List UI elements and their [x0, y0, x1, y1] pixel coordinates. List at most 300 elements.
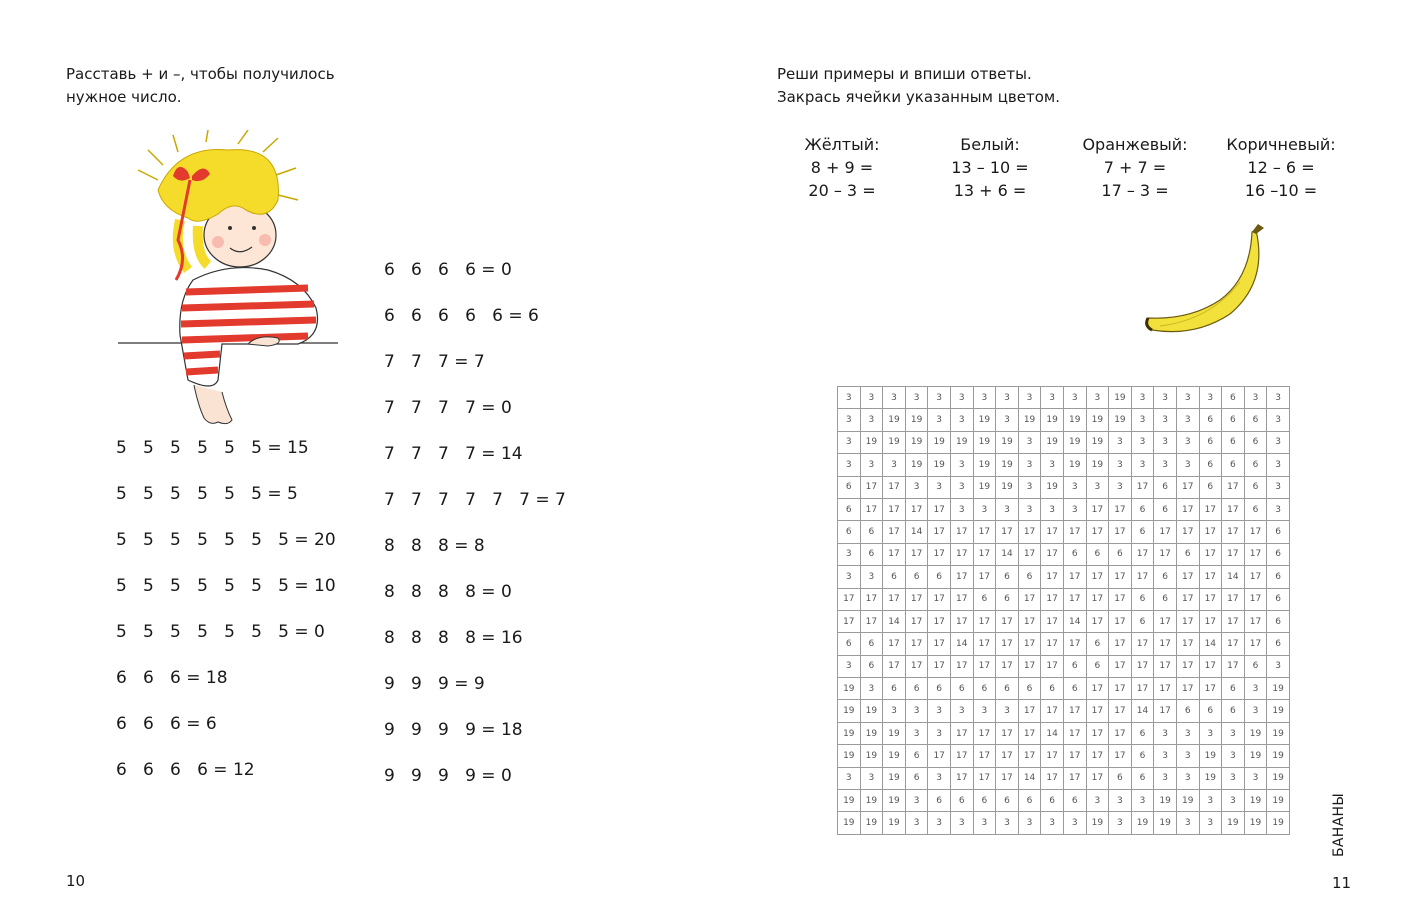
grid-cell[interactable]: 17 — [1199, 566, 1222, 588]
grid-cell[interactable]: 17 — [1199, 543, 1222, 565]
grid-cell[interactable]: 17 — [928, 498, 951, 520]
grid-cell[interactable]: 6 — [1267, 566, 1290, 588]
grid-cell[interactable]: 17 — [1109, 498, 1132, 520]
equation-row[interactable]: 8 8 8 = 8 — [384, 536, 485, 556]
grid-cell[interactable]: 17 — [950, 543, 973, 565]
grid-cell[interactable]: 3 — [905, 812, 928, 834]
grid-cell[interactable]: 6 — [1154, 498, 1177, 520]
grid-cell[interactable]: 3 — [1244, 767, 1267, 789]
grid-cell[interactable]: 3 — [973, 812, 996, 834]
grid-cell[interactable]: 17 — [1131, 476, 1154, 498]
task-line[interactable]: 16 –10 = — [1244, 181, 1318, 200]
grid-cell[interactable]: 17 — [905, 588, 928, 610]
grid-cell[interactable]: 17 — [950, 566, 973, 588]
grid-cell[interactable]: 17 — [1018, 588, 1041, 610]
grid-cell[interactable]: 17 — [905, 498, 928, 520]
grid-cell[interactable]: 3 — [1063, 387, 1086, 409]
grid-cell[interactable]: 19 — [883, 409, 906, 431]
grid-cell[interactable]: 3 — [860, 409, 883, 431]
grid-cell[interactable]: 6 — [1222, 387, 1245, 409]
grid-cell[interactable]: 17 — [1086, 745, 1109, 767]
grid-cell[interactable]: 19 — [883, 812, 906, 834]
grid-cell[interactable]: 3 — [1109, 812, 1132, 834]
grid-cell[interactable]: 19 — [1041, 431, 1064, 453]
grid-cell[interactable]: 17 — [1041, 521, 1064, 543]
grid-cell[interactable]: 6 — [1109, 767, 1132, 789]
equation-row[interactable]: 7 7 7 = 7 — [384, 352, 485, 372]
grid-cell[interactable]: 3 — [950, 812, 973, 834]
grid-cell[interactable]: 17 — [1109, 588, 1132, 610]
grid-cell[interactable]: 3 — [1267, 476, 1290, 498]
grid-cell[interactable]: 17 — [1222, 588, 1245, 610]
grid-cell[interactable]: 19 — [1063, 454, 1086, 476]
grid-cell[interactable]: 3 — [950, 409, 973, 431]
grid-cell[interactable]: 6 — [860, 633, 883, 655]
grid-cell[interactable]: 19 — [1086, 431, 1109, 453]
grid-cell[interactable]: 17 — [1244, 633, 1267, 655]
grid-cell[interactable]: 17 — [950, 521, 973, 543]
grid-cell[interactable]: 17 — [1018, 543, 1041, 565]
grid-cell[interactable]: 17 — [928, 521, 951, 543]
grid-cell[interactable]: 17 — [973, 767, 996, 789]
grid-cell[interactable]: 3 — [1018, 476, 1041, 498]
grid-cell[interactable]: 17 — [1018, 722, 1041, 744]
grid-cell[interactable]: 17 — [883, 476, 906, 498]
grid-cell[interactable]: 19 — [1063, 409, 1086, 431]
grid-cell[interactable]: 6 — [1154, 566, 1177, 588]
grid-cell[interactable]: 6 — [860, 655, 883, 677]
grid-cell[interactable]: 6 — [1086, 633, 1109, 655]
equation-row[interactable]: 8 8 8 8 = 16 — [384, 628, 523, 648]
grid-cell[interactable]: 17 — [1086, 566, 1109, 588]
grid-cell[interactable]: 3 — [950, 498, 973, 520]
grid-cell[interactable]: 3 — [838, 566, 861, 588]
grid-cell[interactable]: 17 — [928, 588, 951, 610]
grid-cell[interactable]: 17 — [1063, 588, 1086, 610]
grid-cell[interactable]: 3 — [928, 387, 951, 409]
grid-cell[interactable]: 3 — [1041, 498, 1064, 520]
grid-cell[interactable]: 3 — [1154, 387, 1177, 409]
task-line[interactable]: 12 – 6 = — [1247, 158, 1315, 177]
grid-cell[interactable]: 6 — [1131, 521, 1154, 543]
grid-cell[interactable]: 17 — [1244, 588, 1267, 610]
grid-cell[interactable]: 17 — [1154, 633, 1177, 655]
grid-cell[interactable]: 17 — [928, 655, 951, 677]
grid-cell[interactable]: 3 — [996, 387, 1019, 409]
grid-cell[interactable]: 19 — [1267, 790, 1290, 812]
grid-cell[interactable]: 6 — [1063, 678, 1086, 700]
grid-cell[interactable]: 3 — [883, 700, 906, 722]
equation-row[interactable]: 6 6 6 6 6 = 6 — [384, 306, 539, 326]
grid-cell[interactable]: 17 — [950, 767, 973, 789]
grid-cell[interactable]: 19 — [883, 722, 906, 744]
grid-cell[interactable]: 6 — [1063, 790, 1086, 812]
grid-cell[interactable]: 3 — [860, 767, 883, 789]
grid-cell[interactable]: 6 — [1199, 700, 1222, 722]
grid-cell[interactable]: 3 — [1131, 387, 1154, 409]
grid-cell[interactable]: 3 — [1041, 387, 1064, 409]
grid-cell[interactable]: 17 — [996, 521, 1019, 543]
grid-cell[interactable]: 17 — [1244, 543, 1267, 565]
grid-cell[interactable]: 6 — [996, 678, 1019, 700]
grid-cell[interactable]: 17 — [1176, 498, 1199, 520]
grid-cell[interactable]: 17 — [1041, 610, 1064, 632]
grid-cell[interactable]: 17 — [1109, 655, 1132, 677]
grid-cell[interactable]: 17 — [1131, 678, 1154, 700]
grid-cell[interactable]: 6 — [838, 498, 861, 520]
grid-cell[interactable]: 17 — [973, 745, 996, 767]
grid-cell[interactable]: 6 — [1199, 409, 1222, 431]
grid-cell[interactable]: 19 — [905, 454, 928, 476]
equation-row[interactable]: 6 6 6 6 = 0 — [384, 260, 512, 280]
grid-cell[interactable]: 17 — [883, 588, 906, 610]
grid-cell[interactable]: 3 — [950, 454, 973, 476]
grid-cell[interactable]: 17 — [1086, 722, 1109, 744]
grid-cell[interactable]: 19 — [1041, 409, 1064, 431]
grid-cell[interactable]: 17 — [1041, 588, 1064, 610]
grid-cell[interactable]: 19 — [1267, 767, 1290, 789]
grid-cell[interactable]: 6 — [905, 678, 928, 700]
task-line[interactable]: 8 + 9 = — [810, 158, 874, 177]
grid-cell[interactable]: 3 — [838, 387, 861, 409]
grid-cell[interactable]: 17 — [1018, 655, 1041, 677]
grid-cell[interactable]: 19 — [860, 722, 883, 744]
grid-cell[interactable]: 17 — [1176, 610, 1199, 632]
grid-cell[interactable]: 17 — [973, 655, 996, 677]
grid-cell[interactable]: 17 — [996, 767, 1019, 789]
grid-cell[interactable]: 6 — [1176, 543, 1199, 565]
grid-cell[interactable]: 17 — [928, 745, 951, 767]
grid-cell[interactable]: 19 — [905, 409, 928, 431]
grid-cell[interactable]: 6 — [1222, 409, 1245, 431]
grid-cell[interactable]: 3 — [973, 700, 996, 722]
grid-cell[interactable]: 6 — [838, 476, 861, 498]
grid-cell[interactable]: 6 — [1244, 431, 1267, 453]
grid-cell[interactable]: 3 — [1176, 409, 1199, 431]
grid-cell[interactable]: 6 — [996, 566, 1019, 588]
equation-row[interactable]: 6 6 6 = 6 — [116, 714, 217, 734]
grid-cell[interactable]: 3 — [996, 700, 1019, 722]
equation-row[interactable]: 7 7 7 7 = 14 — [384, 444, 523, 464]
grid-cell[interactable]: 3 — [1222, 722, 1245, 744]
grid-cell[interactable]: 19 — [1086, 812, 1109, 834]
grid-cell[interactable]: 3 — [1154, 722, 1177, 744]
grid-cell[interactable]: 17 — [1109, 610, 1132, 632]
grid-cell[interactable]: 6 — [1018, 790, 1041, 812]
grid-cell[interactable]: 19 — [1244, 812, 1267, 834]
grid-cell[interactable]: 17 — [1176, 566, 1199, 588]
grid-cell[interactable]: 17 — [1018, 633, 1041, 655]
grid-cell[interactable]: 3 — [996, 498, 1019, 520]
grid-cell[interactable]: 3 — [1267, 655, 1290, 677]
grid-cell[interactable]: 17 — [1109, 745, 1132, 767]
grid-cell[interactable]: 3 — [1199, 790, 1222, 812]
grid-cell[interactable]: 3 — [905, 790, 928, 812]
grid-cell[interactable]: 3 — [1176, 722, 1199, 744]
grid-cell[interactable]: 19 — [1222, 812, 1245, 834]
grid-cell[interactable]: 17 — [1199, 521, 1222, 543]
equation-row[interactable]: 9 9 9 = 9 — [384, 674, 485, 694]
grid-cell[interactable]: 3 — [905, 476, 928, 498]
grid-cell[interactable]: 17 — [860, 498, 883, 520]
grid-cell[interactable]: 17 — [1222, 633, 1245, 655]
task-line[interactable]: 13 + 6 = — [953, 181, 1027, 200]
grid-cell[interactable]: 3 — [1176, 745, 1199, 767]
grid-cell[interactable]: 17 — [1176, 633, 1199, 655]
grid-cell[interactable]: 3 — [1154, 431, 1177, 453]
grid-cell[interactable]: 17 — [928, 610, 951, 632]
grid-cell[interactable]: 17 — [1222, 543, 1245, 565]
grid-cell[interactable]: 6 — [1222, 431, 1245, 453]
grid-cell[interactable]: 6 — [905, 767, 928, 789]
grid-cell[interactable]: 17 — [883, 498, 906, 520]
grid-cell[interactable]: 3 — [1131, 454, 1154, 476]
grid-cell[interactable]: 14 — [996, 543, 1019, 565]
grid-cell[interactable]: 3 — [1041, 454, 1064, 476]
grid-cell[interactable]: 17 — [973, 610, 996, 632]
grid-cell[interactable]: 17 — [1176, 476, 1199, 498]
task-line[interactable]: 13 – 10 = — [951, 158, 1029, 177]
grid-cell[interactable]: 17 — [1086, 678, 1109, 700]
grid-cell[interactable]: 3 — [1267, 387, 1290, 409]
equation-row[interactable]: 7 7 7 7 7 7 = 7 — [384, 490, 566, 510]
grid-cell[interactable]: 3 — [1176, 767, 1199, 789]
grid-cell[interactable]: 17 — [1199, 588, 1222, 610]
grid-cell[interactable]: 17 — [1222, 476, 1245, 498]
grid-cell[interactable]: 19 — [973, 476, 996, 498]
grid-cell[interactable]: 19 — [1267, 745, 1290, 767]
grid-cell[interactable]: 17 — [1063, 745, 1086, 767]
grid-cell[interactable]: 6 — [1222, 700, 1245, 722]
grid-cell[interactable]: 6 — [1244, 454, 1267, 476]
grid-cell[interactable]: 6 — [1109, 543, 1132, 565]
grid-cell[interactable]: 3 — [1086, 387, 1109, 409]
grid-cell[interactable]: 17 — [996, 633, 1019, 655]
grid-cell[interactable]: 17 — [1176, 521, 1199, 543]
grid-cell[interactable]: 3 — [1176, 812, 1199, 834]
grid-cell[interactable]: 17 — [1109, 678, 1132, 700]
grid-cell[interactable]: 17 — [1063, 767, 1086, 789]
grid-cell[interactable]: 17 — [1041, 633, 1064, 655]
grid-cell[interactable]: 6 — [905, 566, 928, 588]
grid-cell[interactable]: 3 — [1176, 454, 1199, 476]
grid-cell[interactable]: 17 — [1222, 498, 1245, 520]
grid-cell[interactable]: 17 — [838, 610, 861, 632]
grid-cell[interactable]: 3 — [883, 454, 906, 476]
grid-cell[interactable]: 6 — [1222, 454, 1245, 476]
equation-row[interactable]: 6 6 6 = 18 — [116, 668, 228, 688]
grid-cell[interactable]: 14 — [1222, 566, 1245, 588]
grid-cell[interactable]: 19 — [860, 700, 883, 722]
grid-cell[interactable]: 17 — [1086, 521, 1109, 543]
grid-cell[interactable]: 6 — [1244, 476, 1267, 498]
grid-cell[interactable]: 19 — [996, 431, 1019, 453]
grid-cell[interactable]: 3 — [1199, 387, 1222, 409]
grid-cell[interactable]: 17 — [1109, 722, 1132, 744]
grid-cell[interactable]: 6 — [1041, 678, 1064, 700]
grid-cell[interactable]: 19 — [883, 431, 906, 453]
grid-cell[interactable]: 6 — [928, 678, 951, 700]
grid-cell[interactable]: 19 — [1041, 476, 1064, 498]
grid-cell[interactable]: 17 — [1199, 610, 1222, 632]
grid-cell[interactable]: 6 — [1154, 476, 1177, 498]
grid-cell[interactable]: 19 — [996, 476, 1019, 498]
grid-cell[interactable]: 17 — [996, 745, 1019, 767]
grid-cell[interactable]: 19 — [1154, 812, 1177, 834]
grid-cell[interactable]: 3 — [1267, 498, 1290, 520]
grid-cell[interactable]: 6 — [1131, 722, 1154, 744]
grid-cell[interactable]: 6 — [973, 790, 996, 812]
grid-cell[interactable]: 17 — [973, 543, 996, 565]
grid-cell[interactable]: 17 — [860, 476, 883, 498]
grid-cell[interactable]: 19 — [838, 790, 861, 812]
grid-cell[interactable]: 17 — [1063, 700, 1086, 722]
grid-cell[interactable]: 3 — [1041, 812, 1064, 834]
grid-cell[interactable]: 17 — [1199, 678, 1222, 700]
grid-cell[interactable]: 19 — [928, 454, 951, 476]
grid-cell[interactable]: 6 — [1131, 610, 1154, 632]
grid-cell[interactable]: 17 — [996, 655, 1019, 677]
grid-cell[interactable]: 19 — [1244, 745, 1267, 767]
grid-cell[interactable]: 3 — [950, 476, 973, 498]
grid-cell[interactable]: 19 — [973, 454, 996, 476]
grid-cell[interactable]: 14 — [1063, 610, 1086, 632]
grid-cell[interactable]: 3 — [1109, 454, 1132, 476]
equation-row[interactable]: 5 5 5 5 5 5 5 = 20 — [116, 530, 336, 550]
grid-cell[interactable]: 3 — [1131, 409, 1154, 431]
grid-cell[interactable]: 17 — [1041, 700, 1064, 722]
grid-cell[interactable]: 17 — [1086, 700, 1109, 722]
task-line[interactable]: 20 – 3 = — [808, 181, 876, 200]
grid-cell[interactable]: 3 — [860, 566, 883, 588]
grid-cell[interactable]: 19 — [1244, 790, 1267, 812]
grid-cell[interactable]: 17 — [950, 655, 973, 677]
grid-cell[interactable]: 17 — [1131, 633, 1154, 655]
grid-cell[interactable]: 17 — [928, 543, 951, 565]
grid-cell[interactable]: 17 — [1176, 678, 1199, 700]
grid-cell[interactable]: 3 — [838, 543, 861, 565]
grid-cell[interactable]: 17 — [883, 521, 906, 543]
grid-cell[interactable]: 19 — [950, 431, 973, 453]
grid-cell[interactable]: 3 — [928, 812, 951, 834]
grid-cell[interactable]: 19 — [860, 745, 883, 767]
grid-cell[interactable]: 6 — [1244, 409, 1267, 431]
grid-cell[interactable]: 3 — [1018, 498, 1041, 520]
grid-cell[interactable]: 3 — [1267, 454, 1290, 476]
grid-cell[interactable]: 3 — [905, 700, 928, 722]
grid-cell[interactable]: 6 — [996, 790, 1019, 812]
grid-cell[interactable]: 3 — [950, 700, 973, 722]
grid-cell[interactable]: 17 — [1199, 655, 1222, 677]
grid-cell[interactable]: 17 — [1154, 521, 1177, 543]
grid-cell[interactable]: 17 — [883, 543, 906, 565]
grid-cell[interactable]: 17 — [860, 610, 883, 632]
grid-cell[interactable]: 17 — [1018, 610, 1041, 632]
grid-cell[interactable]: 3 — [928, 722, 951, 744]
grid-cell[interactable]: 6 — [860, 521, 883, 543]
grid-cell[interactable]: 17 — [883, 633, 906, 655]
grid-cell[interactable]: 14 — [950, 633, 973, 655]
grid-cell[interactable]: 6 — [1131, 767, 1154, 789]
grid-cell[interactable]: 3 — [1131, 431, 1154, 453]
grid-cell[interactable]: 17 — [996, 722, 1019, 744]
grid-cell[interactable]: 17 — [1109, 700, 1132, 722]
grid-cell[interactable]: 17 — [1154, 610, 1177, 632]
grid-cell[interactable]: 17 — [1063, 722, 1086, 744]
grid-cell[interactable]: 17 — [950, 745, 973, 767]
grid-cell[interactable]: 19 — [1131, 812, 1154, 834]
grid-cell[interactable]: 3 — [838, 409, 861, 431]
grid-cell[interactable]: 6 — [1267, 543, 1290, 565]
grid-cell[interactable]: 6 — [973, 588, 996, 610]
grid-cell[interactable]: 6 — [838, 521, 861, 543]
grid-cell[interactable]: 14 — [1018, 767, 1041, 789]
grid-cell[interactable]: 17 — [1244, 566, 1267, 588]
grid-cell[interactable]: 3 — [838, 655, 861, 677]
grid-cell[interactable]: 3 — [860, 387, 883, 409]
grid-cell[interactable]: 3 — [1063, 812, 1086, 834]
grid-cell[interactable]: 6 — [928, 566, 951, 588]
grid-cell[interactable]: 3 — [928, 409, 951, 431]
grid-cell[interactable]: 17 — [905, 655, 928, 677]
grid-cell[interactable]: 6 — [1244, 655, 1267, 677]
grid-cell[interactable]: 6 — [1222, 678, 1245, 700]
equation-row[interactable]: 8 8 8 8 = 0 — [384, 582, 512, 602]
grid-cell[interactable]: 17 — [1244, 521, 1267, 543]
grid-cell[interactable]: 6 — [883, 566, 906, 588]
grid-cell[interactable]: 6 — [1267, 633, 1290, 655]
grid-cell[interactable]: 3 — [973, 387, 996, 409]
grid-cell[interactable]: 3 — [905, 722, 928, 744]
grid-cell[interactable]: 3 — [905, 387, 928, 409]
grid-cell[interactable]: 3 — [1063, 498, 1086, 520]
grid-cell[interactable]: 3 — [996, 409, 1019, 431]
grid-cell[interactable]: 17 — [1086, 610, 1109, 632]
grid-cell[interactable]: 6 — [928, 790, 951, 812]
grid-cell[interactable]: 6 — [1199, 476, 1222, 498]
grid-cell[interactable]: 19 — [1086, 454, 1109, 476]
grid-cell[interactable]: 19 — [1267, 678, 1290, 700]
grid-cell[interactable]: 3 — [973, 498, 996, 520]
grid-cell[interactable]: 17 — [905, 633, 928, 655]
grid-cell[interactable]: 19 — [860, 812, 883, 834]
grid-cell[interactable]: 17 — [1154, 655, 1177, 677]
grid-cell[interactable]: 17 — [1222, 610, 1245, 632]
grid-cell[interactable]: 6 — [1267, 610, 1290, 632]
grid-cell[interactable]: 17 — [1018, 521, 1041, 543]
grid-cell[interactable]: 19 — [1109, 409, 1132, 431]
grid-cell[interactable]: 14 — [1199, 633, 1222, 655]
grid-cell[interactable]: 17 — [1244, 610, 1267, 632]
grid-cell[interactable]: 3 — [1199, 722, 1222, 744]
grid-cell[interactable]: 17 — [1018, 700, 1041, 722]
grid-cell[interactable]: 3 — [928, 700, 951, 722]
grid-cell[interactable]: 19 — [1086, 409, 1109, 431]
grid-cell[interactable]: 17 — [905, 610, 928, 632]
grid-cell[interactable]: 17 — [1222, 521, 1245, 543]
grid-cell[interactable]: 17 — [1063, 521, 1086, 543]
grid-cell[interactable]: 6 — [1086, 543, 1109, 565]
grid-cell[interactable]: 17 — [1041, 767, 1064, 789]
grid-cell[interactable]: 3 — [1222, 767, 1245, 789]
grid-cell[interactable]: 19 — [838, 722, 861, 744]
grid-cell[interactable]: 3 — [1109, 790, 1132, 812]
grid-cell[interactable]: 14 — [905, 521, 928, 543]
grid-cell[interactable]: 3 — [1244, 700, 1267, 722]
equation-row[interactable]: 5 5 5 5 5 5 = 15 — [116, 438, 309, 458]
grid-cell[interactable]: 3 — [1018, 812, 1041, 834]
grid-cell[interactable]: 19 — [883, 745, 906, 767]
